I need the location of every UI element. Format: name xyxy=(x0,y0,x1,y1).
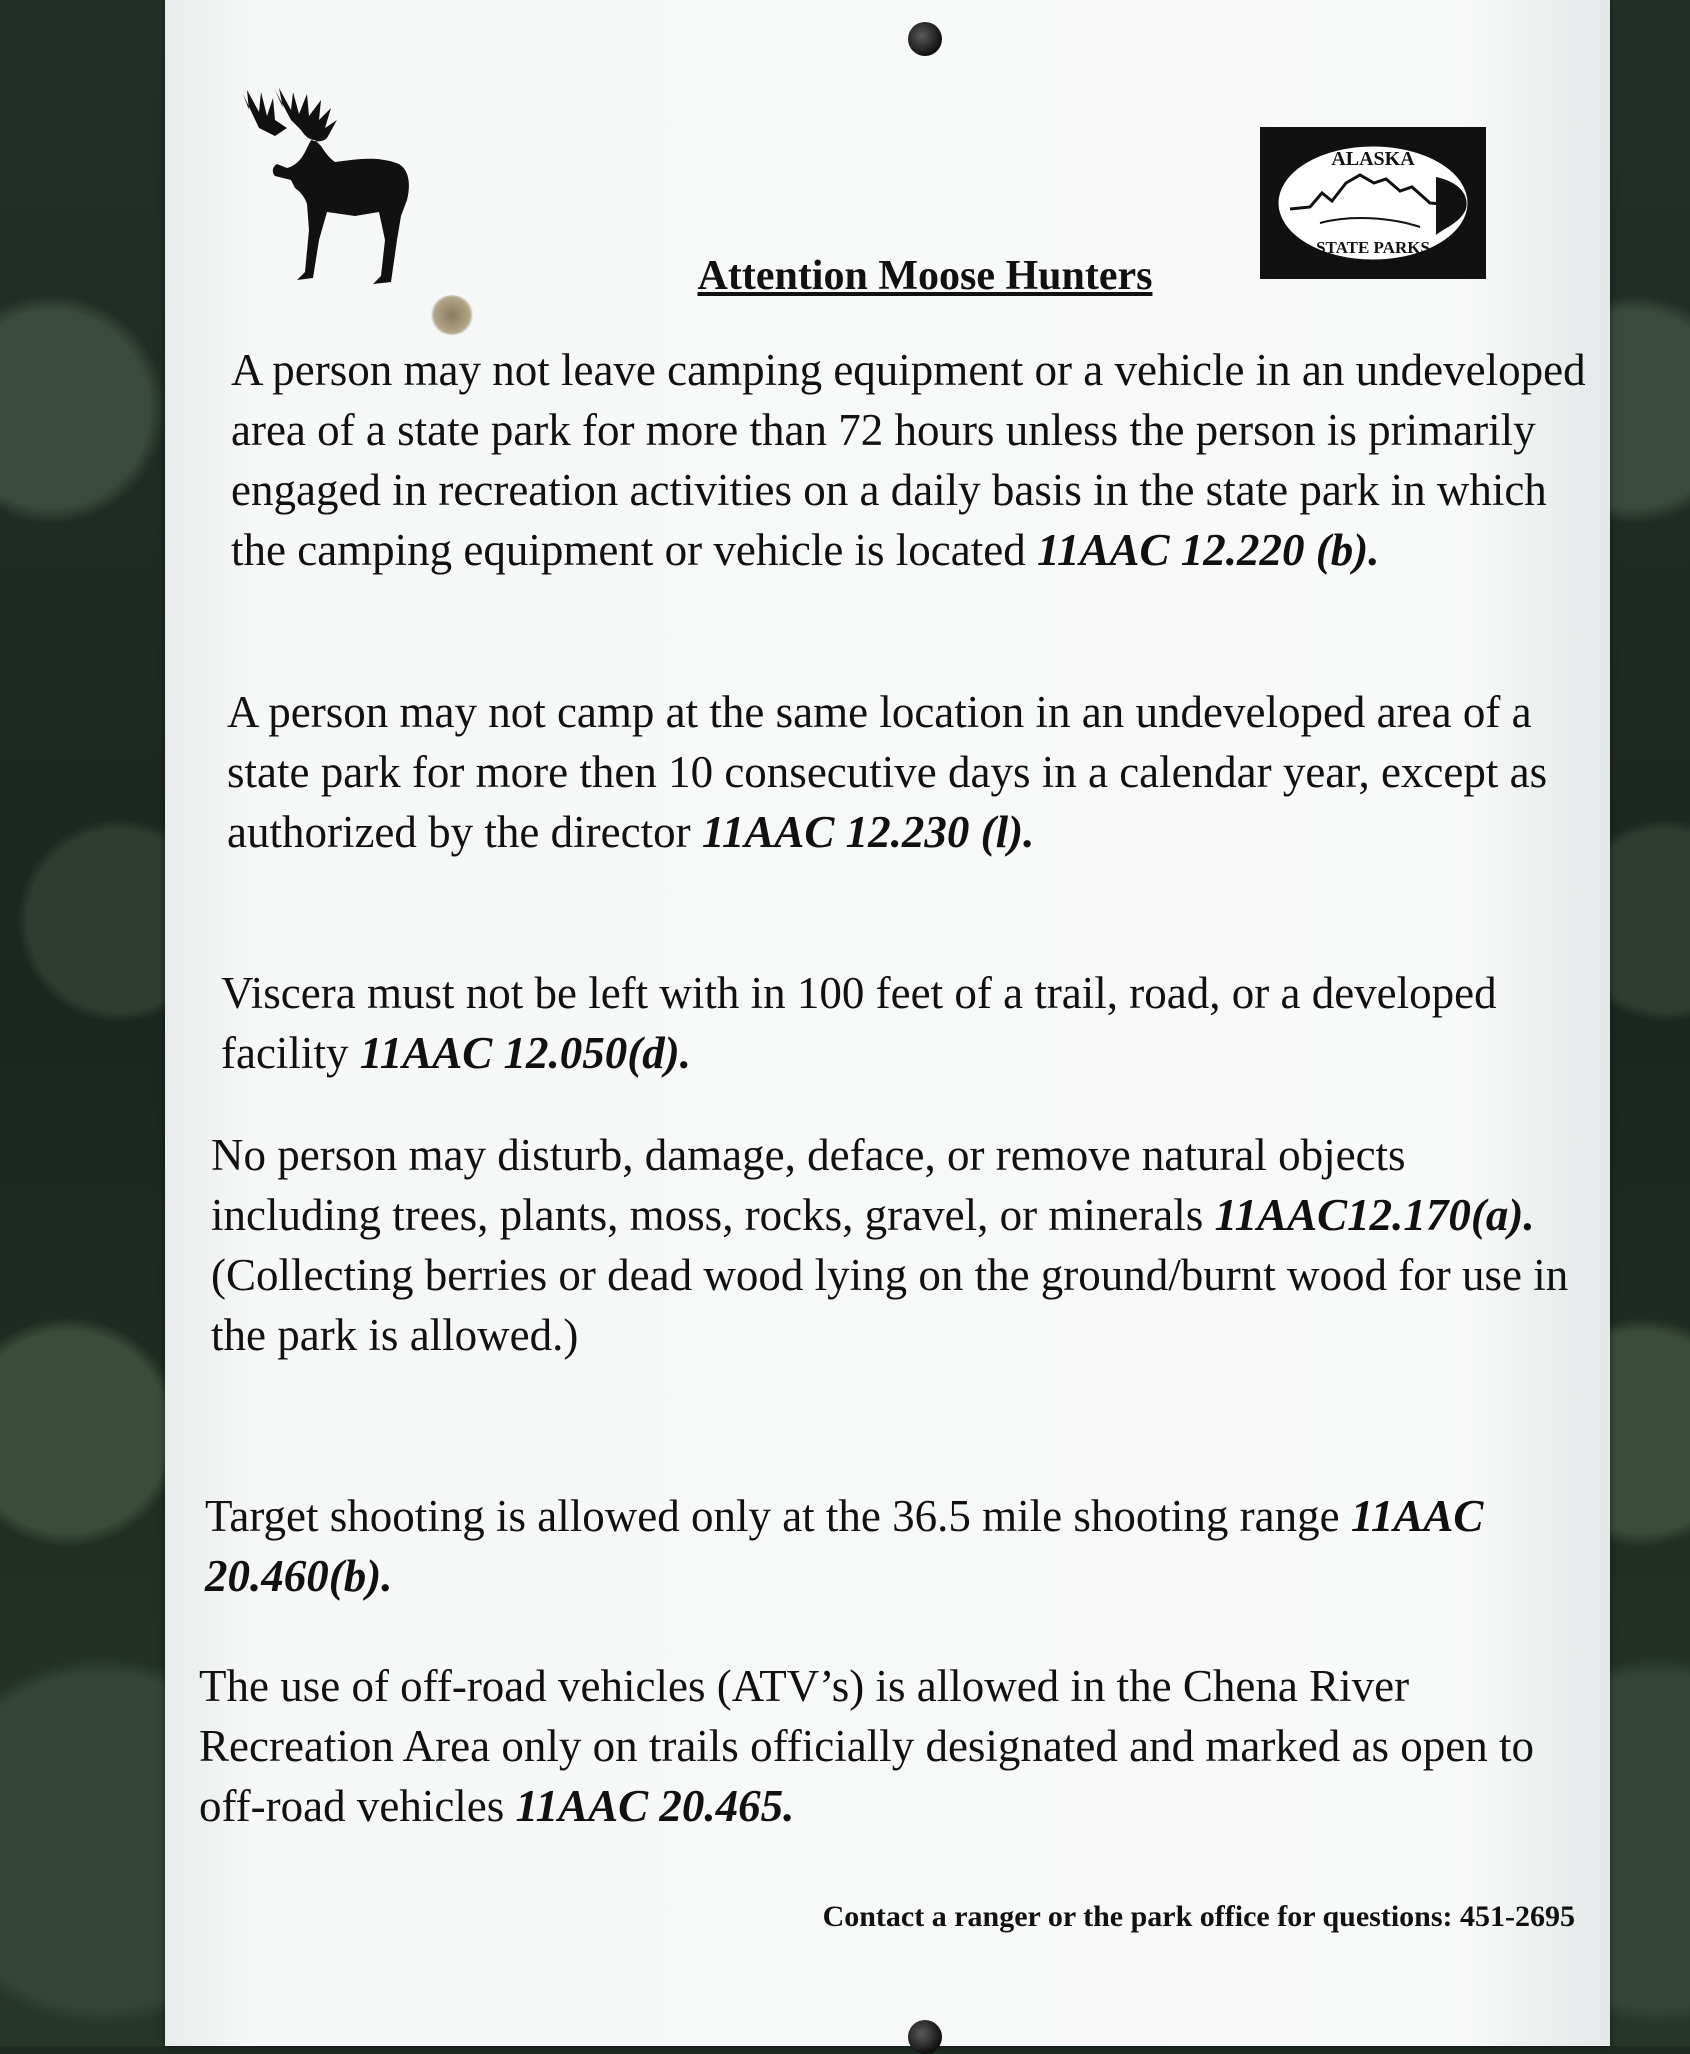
contact-line: Contact a ranger or the park office for questions: 451-2695 xyxy=(822,1900,1575,1933)
regulation-text: No person may disturb, damage, deface, or remove natural objects including trees, plants, moss, rocks, gravel, or minerals xyxy=(211,1130,1406,1240)
regulation-sign xyxy=(165,0,1610,2046)
logo-text-bottom: STATE PARKS xyxy=(1316,238,1430,257)
regulation-text: The use of off-road vehicles (ATV’s) is allowed in the Chena River Recreation Area only on trails officially designated and marked as open to off-road vehicles xyxy=(199,1661,1534,1831)
regulation-text: A person may not camp at the same location in an undeveloped area of a state park for more then 10 consecutive days in a calendar year, except as authorized by the director xyxy=(227,687,1548,857)
regulation-text: Viscera must not be left with in 100 feet of a trail, road, or a developed facility xyxy=(221,968,1497,1078)
regulation-citation: 11AAC 12.050(d). xyxy=(359,1028,691,1078)
alaska-state-parks-logo xyxy=(1260,127,1486,279)
regulation-citation: 11AAC 12.220 (b). xyxy=(1036,525,1380,575)
top-screw xyxy=(908,22,942,56)
regulation-off-road-vehicles xyxy=(199,1656,1579,1836)
regulation-citation: 11AAC 20.465. xyxy=(515,1781,795,1831)
regulation-camp-duration xyxy=(227,682,1597,862)
logo-text-top: ALASKA xyxy=(1331,148,1415,170)
regulation-camping-equipment xyxy=(231,340,1601,580)
background-foliage-right xyxy=(1610,0,1690,2046)
regulation-natural-objects xyxy=(211,1125,1581,1365)
regulation-citation: 11AAC 12.230 (l). xyxy=(701,807,1035,857)
regulation-viscera xyxy=(221,963,1591,1083)
background-foliage-left xyxy=(0,0,170,2046)
regulation-text: Target shooting is allowed only at the 36.5 mile shooting range xyxy=(205,1491,1351,1541)
regulation-text: A person may not leave camping equipment or a vehicle in an undeveloped area of a state park for more than 72 hours unless the person is primarily engaged in recreation activities on a daily basis in the state park in which the camping equipment or vehicle is located xyxy=(231,345,1586,575)
regulation-after: (Collecting berries or dead wood lying on the ground/burnt wood for use in the park is allowed.) xyxy=(211,1250,1569,1360)
regulation-citation: 11AAC12.170(a). xyxy=(1214,1190,1535,1240)
sign-title: Attention Moose Hunters xyxy=(697,253,1153,299)
mud-spot xyxy=(430,295,474,335)
bottom-screw xyxy=(908,2020,942,2054)
regulation-target-shooting xyxy=(205,1486,1575,1606)
moose-silhouette-icon xyxy=(235,80,435,290)
regulation-citation: 11AAC 20.460(b). xyxy=(205,1491,1484,1601)
